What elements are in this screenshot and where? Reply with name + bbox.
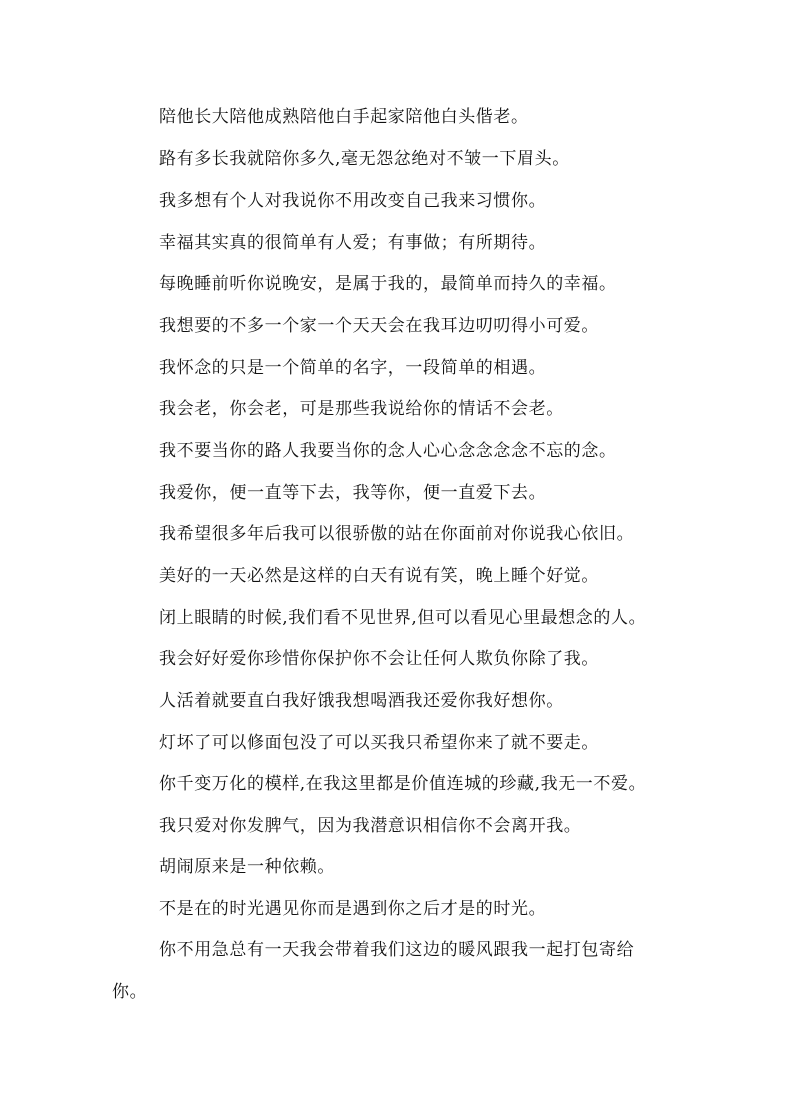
text-line: 我只爱对你发脾气，因为我潜意识相信你不会离开我。 — [159, 816, 582, 836]
text-line: 我多想有个人对我说你不用改变自己我来习惯你。 — [159, 191, 547, 211]
text-line: 人活着就要直白我好饿我想喝酒我还爱你我好想你。 — [159, 691, 564, 711]
text-line: 胡闹原来是一种依赖。 — [159, 857, 335, 877]
text-line: 我爱你，便一直等下去，我等你，便一直爱下去。 — [159, 483, 547, 503]
text-line: 每晚睡前听你说晚安，是属于我的，最简单而持久的幸福。 — [159, 274, 617, 294]
text-line: 陪他长大陪他成熟陪他白手起家陪他白头偕老。 — [159, 107, 529, 127]
text-line: 闭上眼睛的时候,我们看不见世界,但可以看见心里最想念的人。 — [159, 608, 647, 628]
text-line: 路有多长我就陪你多久,毫无怨忿绝对不皱一下眉头。 — [159, 149, 570, 169]
text-line: 我会老，你会老，可是那些我说给你的情话不会老。 — [159, 399, 564, 419]
text-line-continuation: 你。 — [112, 982, 148, 1002]
text-line: 我怀念的只是一个简单的名字，一段简单的相遇。 — [159, 358, 547, 378]
text-line: 我不要当你的路人我要当你的念人心心念念念念不忘的念。 — [159, 441, 617, 461]
text-line: 你不用急总有一天我会带着我们这边的暖风跟我一起打包寄给 — [159, 940, 635, 960]
text-line: 不是在的时光遇见你而是遇到你之后才是的时光。 — [159, 899, 547, 919]
text-line: 我希望很多年后我可以很骄傲的站在你面前对你说我心依旧。 — [159, 524, 635, 544]
text-line: 我想要的不多一个家一个天天会在我耳边叨叨得小可爱。 — [159, 316, 599, 336]
text-line: 灯坏了可以修面包没了可以买我只希望你来了就不要走。 — [159, 733, 599, 753]
text-line: 我会好好爱你珍惜你保护你不会让任何人欺负你除了我。 — [159, 649, 599, 669]
text-line: 幸福其实真的很简单有人爱；有事做；有所期待。 — [159, 233, 547, 253]
text-line: 你千变万化的模样,在我这里都是价值连城的珍藏,我无一不爱。 — [159, 774, 647, 794]
text-line: 美好的一天必然是这样的白天有说有笑，晚上睡个好觉。 — [159, 566, 599, 586]
